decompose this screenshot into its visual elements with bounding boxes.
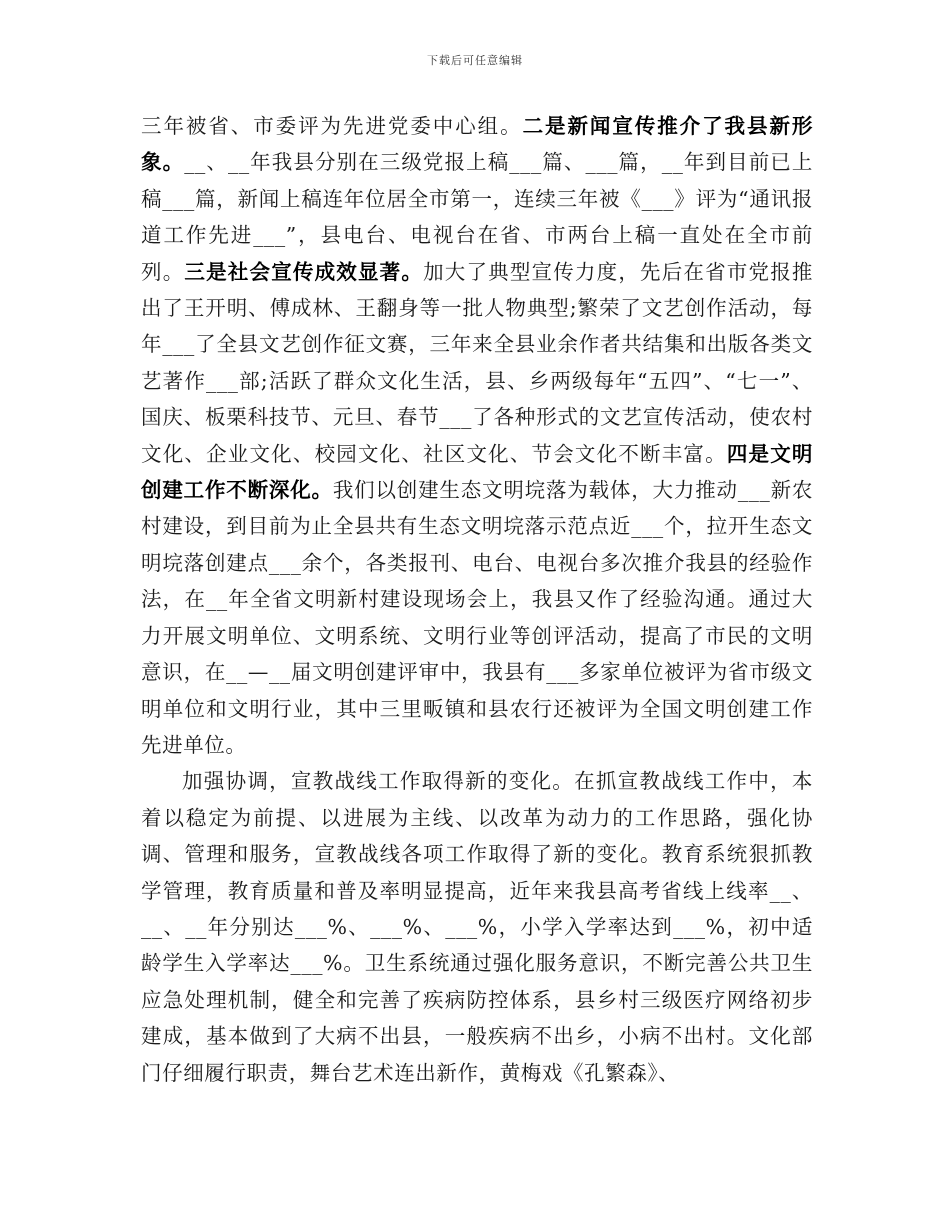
paragraph-text: __、__年我县分别在三级党报上稿___篇、___篇，__年到目前已上稿___篇，新闻上稿连年位居全市第一，连续三年被《___》评为“通讯报道工作先进___”，县电台、电视台在省、市两台上稿一直处在全市前列。 bbox=[141, 150, 813, 284]
paragraph bbox=[141, 108, 813, 763]
paragraph-text: 我们以创建生态文明垸落为载体，大力推动___新农村建设，到目前为止全县共有生态文明垸落示范点近___个，拉开生态文明垸落创建点___余个，各类报刊、电台、电视台多次推介我县的经验作法，在__年全省文明新村建设现场会上，我县又作了经验沟通。通过大力开展文明单位、文明系统、文明行业等创评活动，提高了市民的文明意识，在__—__届文明创建评审中，我县有___多家单位被评为省市级文明单位和文明行业，其中三里畈镇和县农行还被评为全国文明创建工作先进单位。 bbox=[141, 478, 813, 757]
page-header: 下载后可任意编辑 bbox=[427, 54, 523, 67]
bold-heading: 二是新闻宣传推介了我县新形象。 bbox=[141, 114, 813, 175]
paragraph bbox=[141, 763, 813, 1091]
bold-heading: 四是文明创建工作不断深化。 bbox=[141, 441, 814, 503]
document-body bbox=[141, 108, 813, 1091]
paragraph-text: 加强协调，宣教战线工作取得新的变化。在抓宣教战线工作中，本着以稳定为前提、以进展为主线、以改革为动力的工作思路，强化协调、管理和服务，宣教战线各项工作取得了新的变化。教育系统狠抓教学管理，教育质量和普及率明显提高，近年来我县高考省线上线率__、__、__年分别达___%、___%、___%，小学入学率达到___%，初中适龄学生入学率达___%。卫生系统通过强化服务意识，不断完善公共卫生应急处理机制，健全和完善了疾病防控体系，县乡村三级医疗网络初步建成，基本做到了大病不出县，一般疾病不出乡，小病不出村。文化部门仔细履行职责，舞台艺术连出新作，黄梅戏《孔繁森》、 bbox=[141, 769, 813, 1085]
paragraph-text: 三年被省、市委评为先进党委中心组。 bbox=[141, 114, 523, 138]
bold-heading: 三是社会宣传成效显著。 bbox=[184, 259, 424, 284]
paragraph-text: 加大了典型宣传力度，先后在省市党报推出了王开明、傅成林、王翻身等一批人物典型;繁荣了文艺创作活动，每年___了全县文艺创作征文赛，三年来全县业余作者共结集和出版各类文艺著作___部;活跃了群众文化生活，县、乡两级每年“五四”、“七一”、国庆、板栗科技节、元旦、春节___了各种形式的文艺宣传活动，使农村文化、企业文化、校园文化、社区文化、节会文化不断丰富。 bbox=[141, 259, 813, 466]
